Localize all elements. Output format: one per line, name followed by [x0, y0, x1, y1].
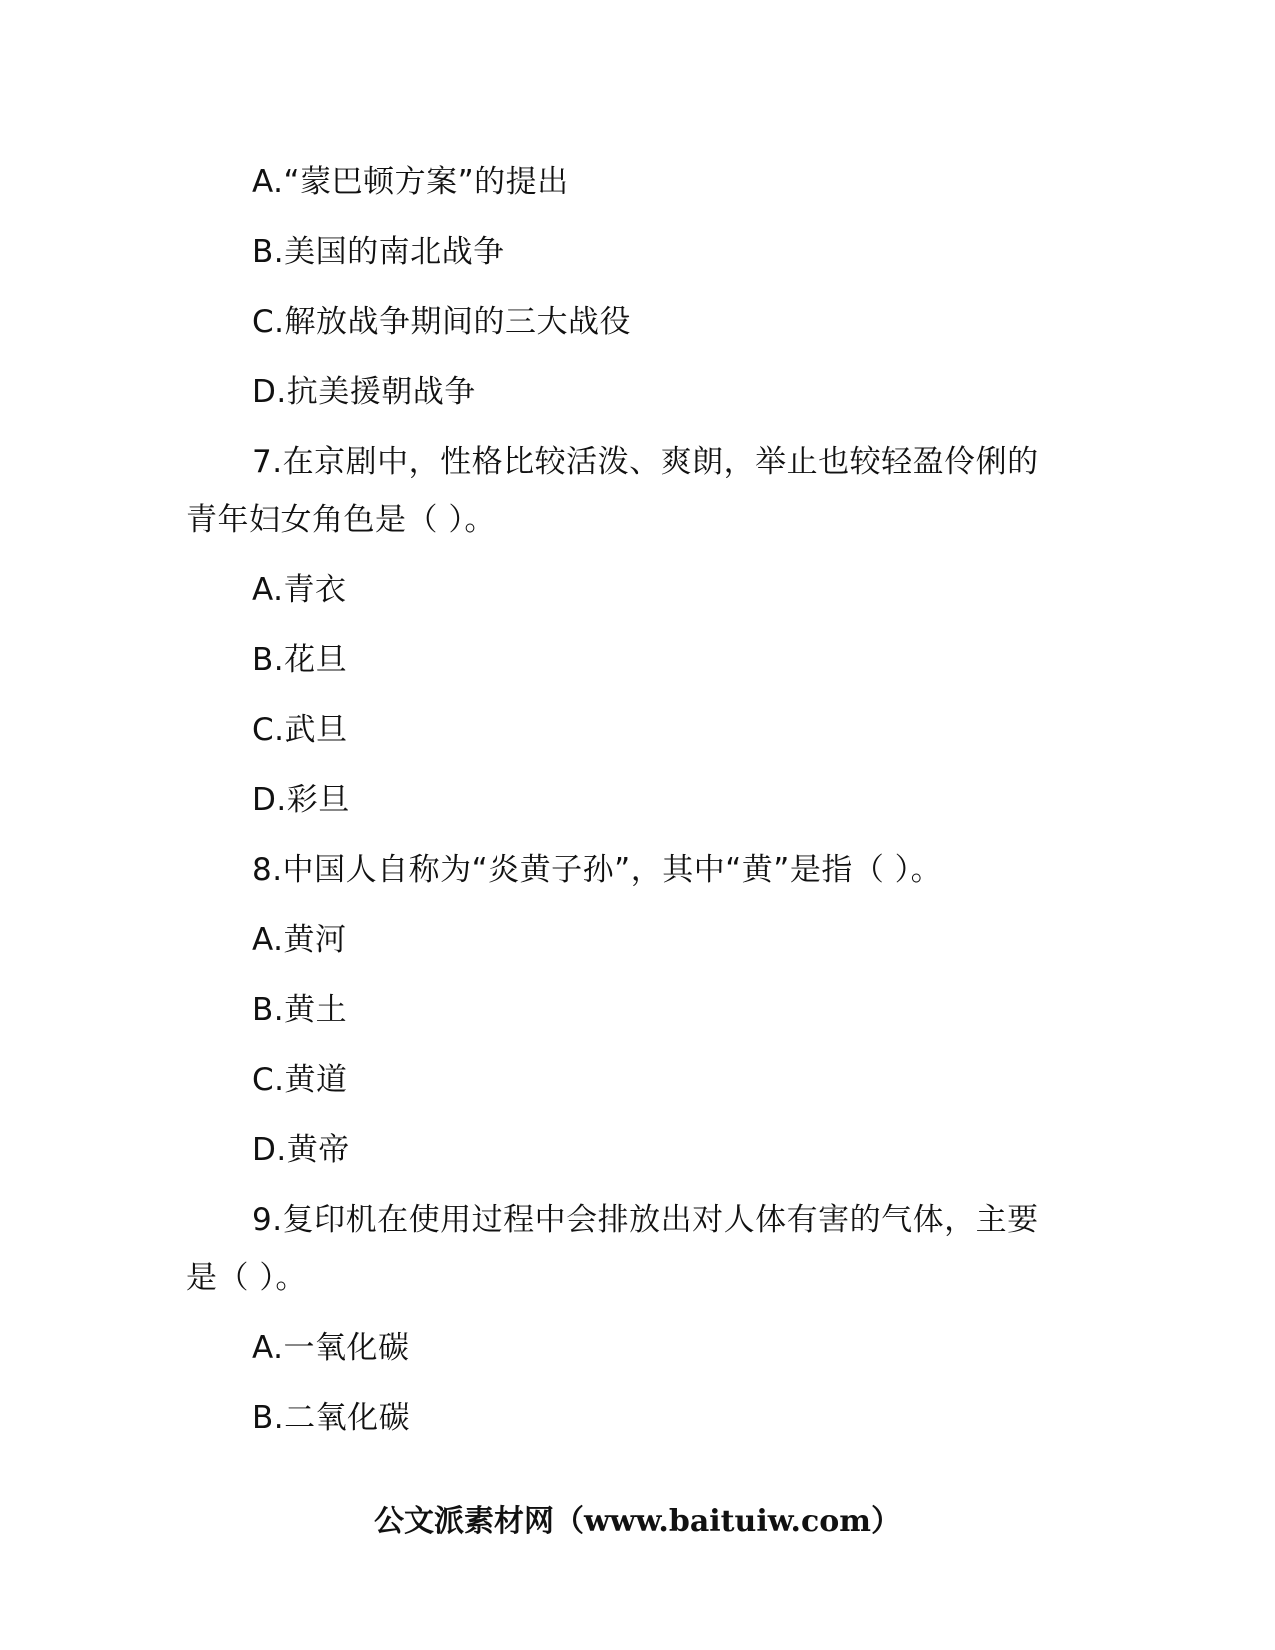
q7-option-c: C.武旦 [252, 712, 348, 748]
q8-option-a: A.黄河 [252, 922, 347, 958]
q7-option-a: A.青衣 [252, 572, 347, 608]
q9-option-b: B.二氧化碳 [252, 1400, 411, 1436]
q6-option-b: B.美国的南北战争 [252, 234, 505, 270]
q6-option-d: D.抗美援朝战争 [252, 374, 476, 410]
footer-watermark: 公文派素材网（www.baituiw.com） [373, 1504, 902, 1539]
q7-question-line2: 青年妇女角色是（ ）。 [186, 502, 496, 538]
q9-question-line1: 9.复印机在使用过程中会排放出对人体有害的气体，主要 [252, 1202, 1039, 1238]
q9-question-line2: 是（ ）。 [186, 1260, 307, 1296]
q8-option-c: C.黄道 [252, 1062, 348, 1098]
q7-option-b: B.花旦 [252, 642, 348, 678]
q8-option-d: D.黄帝 [252, 1132, 350, 1168]
q8-question-line1: 8.中国人自称为“炎黄子孙”，其中“黄”是指（ ）。 [252, 852, 943, 888]
q8-option-b: B.黄土 [252, 992, 348, 1028]
q7-option-d: D.彩旦 [252, 782, 350, 818]
q6-option-a: A.“蒙巴顿方案”的提出 [252, 164, 569, 200]
q9-option-a: A.一氧化碳 [252, 1330, 410, 1366]
q6-option-c: C.解放战争期间的三大战役 [252, 304, 631, 340]
q7-question-line1: 7.在京剧中，性格比较活泼、爽朗，举止也较轻盈伶俐的 [252, 444, 1039, 480]
